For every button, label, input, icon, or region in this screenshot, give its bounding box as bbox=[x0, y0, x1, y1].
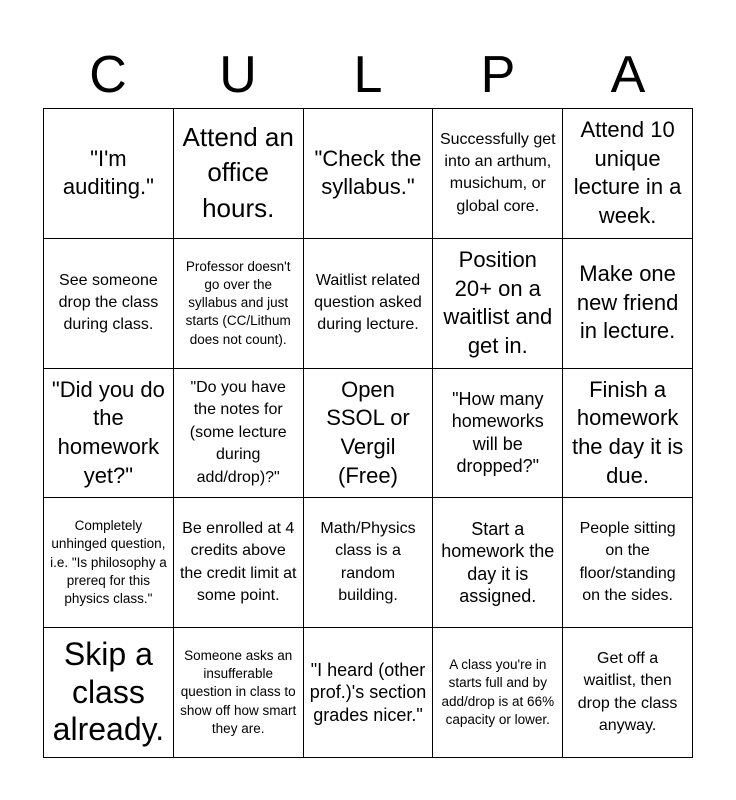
bingo-cell bbox=[304, 239, 434, 369]
cell-text: "Did you do the homework yet?" bbox=[51, 376, 165, 488]
bingo-cell bbox=[304, 109, 434, 239]
bingo-cell bbox=[563, 628, 693, 758]
cell-text: Position 20+ on a waitlist and get in. bbox=[443, 247, 553, 358]
cell-text: Skip a class already. bbox=[52, 635, 165, 748]
bingo-cell bbox=[563, 498, 693, 628]
bingo-cell bbox=[174, 369, 304, 499]
cell-text: Get off a waitlist, then drop the class anyway. bbox=[577, 649, 678, 734]
cell-text: "Check the syllabus." bbox=[314, 145, 422, 200]
cell-text: See someone drop the class during class. bbox=[58, 271, 159, 334]
header-letter-c: C bbox=[89, 46, 127, 104]
cell-text: Completely unhinged question, i.e. "Is philosophy a prereq for this physics class." bbox=[50, 518, 167, 607]
header-letter-a: A bbox=[610, 46, 646, 104]
cell-text: Attend 10 unique lecture in a week. bbox=[573, 117, 682, 228]
cell-text: "How many homeworks will be dropped?" bbox=[451, 388, 544, 477]
cell-text: Start a homework the day it is assigned. bbox=[441, 518, 555, 607]
cell-text: People sitting on the floor/standing on the sides. bbox=[579, 520, 676, 605]
header-letter-l: L bbox=[353, 46, 383, 104]
bingo-grid bbox=[43, 108, 693, 758]
cell-text: "I'm auditing." bbox=[62, 145, 154, 200]
cell-text: Successfully get into an arthum, musichum, or global core. bbox=[439, 130, 556, 215]
bingo-cell bbox=[174, 239, 304, 369]
bingo-cell bbox=[44, 628, 174, 758]
cell-text: Finish a homework the day it is due. bbox=[571, 376, 684, 488]
header-letter-u: U bbox=[219, 46, 257, 104]
bingo-cell bbox=[174, 498, 304, 628]
cell-text: Math/Physics class is a random building. bbox=[320, 520, 416, 605]
bingo-cell bbox=[44, 239, 174, 369]
bingo-cell bbox=[433, 239, 563, 369]
bingo-cell bbox=[174, 628, 304, 758]
cell-text: Make one new friend in lecture. bbox=[576, 261, 679, 344]
cell-text: Waitlist related question asked during lecture. bbox=[314, 271, 422, 334]
bingo-header bbox=[43, 42, 693, 108]
bingo-cell bbox=[433, 109, 563, 239]
bingo-cell bbox=[44, 498, 174, 628]
bingo-cell bbox=[304, 628, 434, 758]
bingo-cell bbox=[174, 109, 304, 239]
cell-text: Attend an office hours. bbox=[182, 121, 294, 224]
cell-text: "I heard (other prof.)'s section grades nicer." bbox=[309, 659, 427, 725]
bingo-cell bbox=[44, 109, 174, 239]
bingo-cell bbox=[563, 109, 693, 239]
bingo-cell bbox=[433, 369, 563, 499]
bingo-cell bbox=[563, 239, 693, 369]
bingo-cell bbox=[563, 369, 693, 499]
cell-text: "Do you have the notes for (some lecture during add/drop)?" bbox=[189, 379, 287, 486]
cell-text: Professor doesn't go over the syllabus and just starts (CC/Lithum does not count). bbox=[185, 258, 291, 347]
bingo-cell bbox=[433, 628, 563, 758]
bingo-cell bbox=[304, 498, 434, 628]
cell-text: A class you're in starts full and by add/drop is at 66% capacity or lower. bbox=[441, 657, 555, 727]
cell-text: Someone asks an insufferable question in class to show off how smart they are. bbox=[180, 648, 297, 736]
cell-text: Open SSOL or Vergil (Free) bbox=[326, 376, 410, 488]
bingo-cell bbox=[304, 369, 434, 499]
bingo-cell bbox=[44, 369, 174, 499]
bingo-cell bbox=[433, 498, 563, 628]
cell-text: Be enrolled at 4 credits above the credit limit at some point. bbox=[179, 520, 297, 605]
header-letter-p: P bbox=[480, 46, 516, 104]
